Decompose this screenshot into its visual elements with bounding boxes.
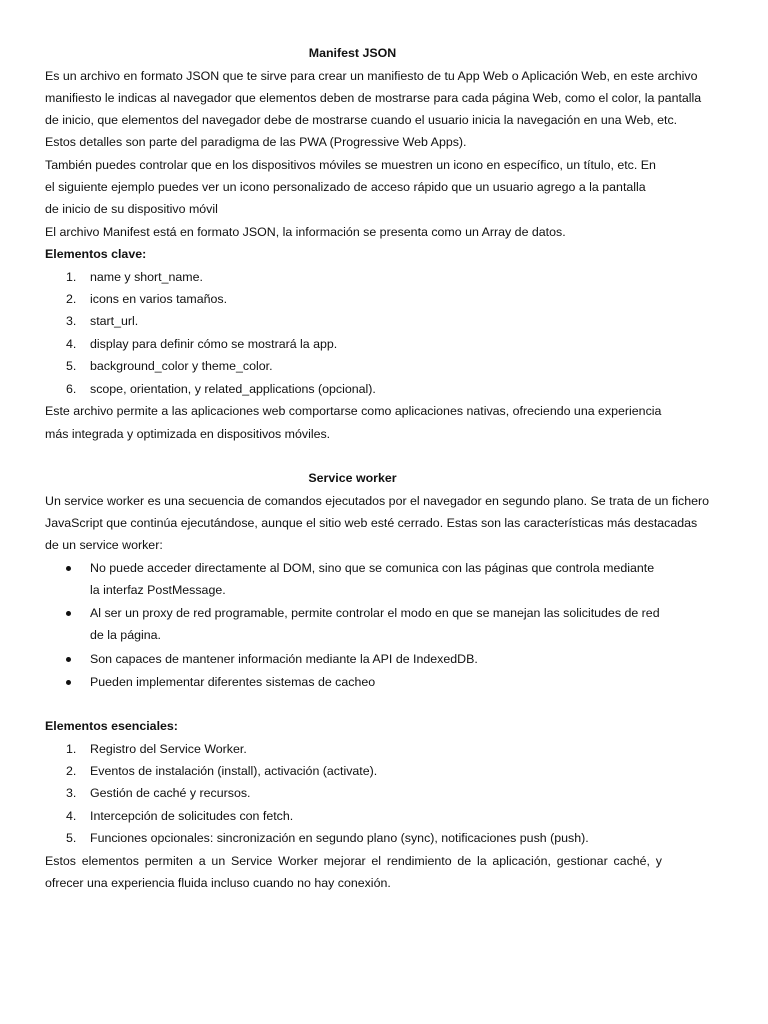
manifest-p2-line: de inicio de su dispositivo móvil	[45, 202, 218, 216]
manifest-p1-line: manifiesto le indicas al navegador que elementos deben de mostrarse para cada página Web, como el color, la pantalla	[45, 91, 702, 105]
list-item: No puede acceder directamente al DOM, sino que se comunica con las páginas que controla mediante	[90, 561, 655, 575]
list-item: display para definir cómo se mostrará la app.	[90, 337, 338, 351]
list-item: Gestión de caché y recursos.	[90, 786, 251, 800]
key-elements-heading: Elementos clave:	[45, 247, 147, 261]
list-number: 5.	[66, 831, 77, 845]
bullet-dot	[66, 651, 71, 667]
list-number: 6.	[66, 382, 77, 396]
sw-intro-line: de un service worker:	[45, 538, 163, 552]
list-item: scope, orientation, y related_applications (opcional).	[90, 382, 376, 396]
list-number: 1.	[66, 742, 77, 756]
sw-closing-line: ofrecer una experiencia fluida incluso cuando no hay conexión.	[45, 876, 391, 890]
list-number: 1.	[66, 270, 77, 284]
list-number: 2.	[66, 764, 77, 778]
list-item: Pueden implementar diferentes sistemas de cacheo	[90, 675, 376, 689]
list-number: 3.	[66, 786, 77, 800]
list-item: Son capaces de mantener información mediante la API de IndexedDB.	[90, 652, 478, 666]
list-item: Al ser un proxy de red programable, permite controlar el modo en que se manejan las solicitudes de red	[90, 606, 660, 620]
list-item-continuation: de la página.	[90, 628, 161, 642]
service-worker-title: Service worker	[308, 471, 397, 485]
manifest-title: Manifest JSON	[308, 46, 397, 60]
bullet-dot	[66, 605, 71, 621]
bullet-dot	[66, 560, 71, 576]
sw-intro-line: Un service worker es una secuencia de comandos ejecutados por el navegador en segundo plano. Se trata de un fichero	[45, 494, 710, 508]
list-item: Registro del Service Worker.	[90, 742, 247, 756]
sw-closing-line: Estos elementos permiten a un Service Worker mejorar el rendimiento de la aplicación, gestionar caché, y	[45, 854, 662, 868]
manifest-p1-line: de inicio, que elementos del navegador debe de mostrarse cuando el usuario inicia la navegación en una Web, etc.	[45, 113, 678, 127]
list-item: Intercepción de solicitudes con fetch.	[90, 809, 294, 823]
manifest-closing-line: Este archivo permite a las aplicaciones web comportarse como aplicaciones nativas, ofreciendo una experiencia	[45, 404, 662, 418]
list-item: name y short_name.	[90, 270, 203, 284]
sw-intro-line: JavaScript que continúa ejecutándose, aunque el sitio web esté cerrado. Estas son las características más destacadas	[45, 516, 698, 530]
manifest-p1-line: Es un archivo en formato JSON que te sirve para crear un manifiesto de tu App Web o Aplicación Web, en este archivo	[45, 69, 698, 83]
list-number: 4.	[66, 809, 77, 823]
essential-elements-heading: Elementos esenciales:	[45, 719, 178, 733]
manifest-closing-line: más integrada y optimizada en dispositivos móviles.	[45, 427, 331, 441]
manifest-p3: El archivo Manifest está en formato JSON, la información se presenta como un Array de datos.	[45, 225, 566, 239]
list-item: Funciones opcionales: sincronización en segundo plano (sync), notificaciones push (push).	[90, 831, 589, 845]
list-item: background_color y theme_color.	[90, 359, 273, 373]
manifest-p1-line: Estos detalles son parte del paradigma de las PWA (Progressive Web Apps).	[45, 135, 467, 149]
list-item: Eventos de instalación (install), activación (activate).	[90, 764, 378, 778]
manifest-p2-line: el siguiente ejemplo puedes ver un icono personalizado de acceso rápido que un usuario agrego a la pantalla	[45, 180, 646, 194]
list-number: 3.	[66, 314, 77, 328]
list-item: start_url.	[90, 314, 139, 328]
manifest-p2-line: También puedes controlar que en los dispositivos móviles se muestren un icono en específico, un título, etc. En	[45, 158, 656, 172]
bullet-dot	[66, 674, 71, 690]
list-number: 2.	[66, 292, 77, 306]
list-item-continuation: la interfaz PostMessage.	[90, 583, 226, 597]
list-number: 5.	[66, 359, 77, 373]
list-number: 4.	[66, 337, 77, 351]
list-item: icons en varios tamaños.	[90, 292, 228, 306]
